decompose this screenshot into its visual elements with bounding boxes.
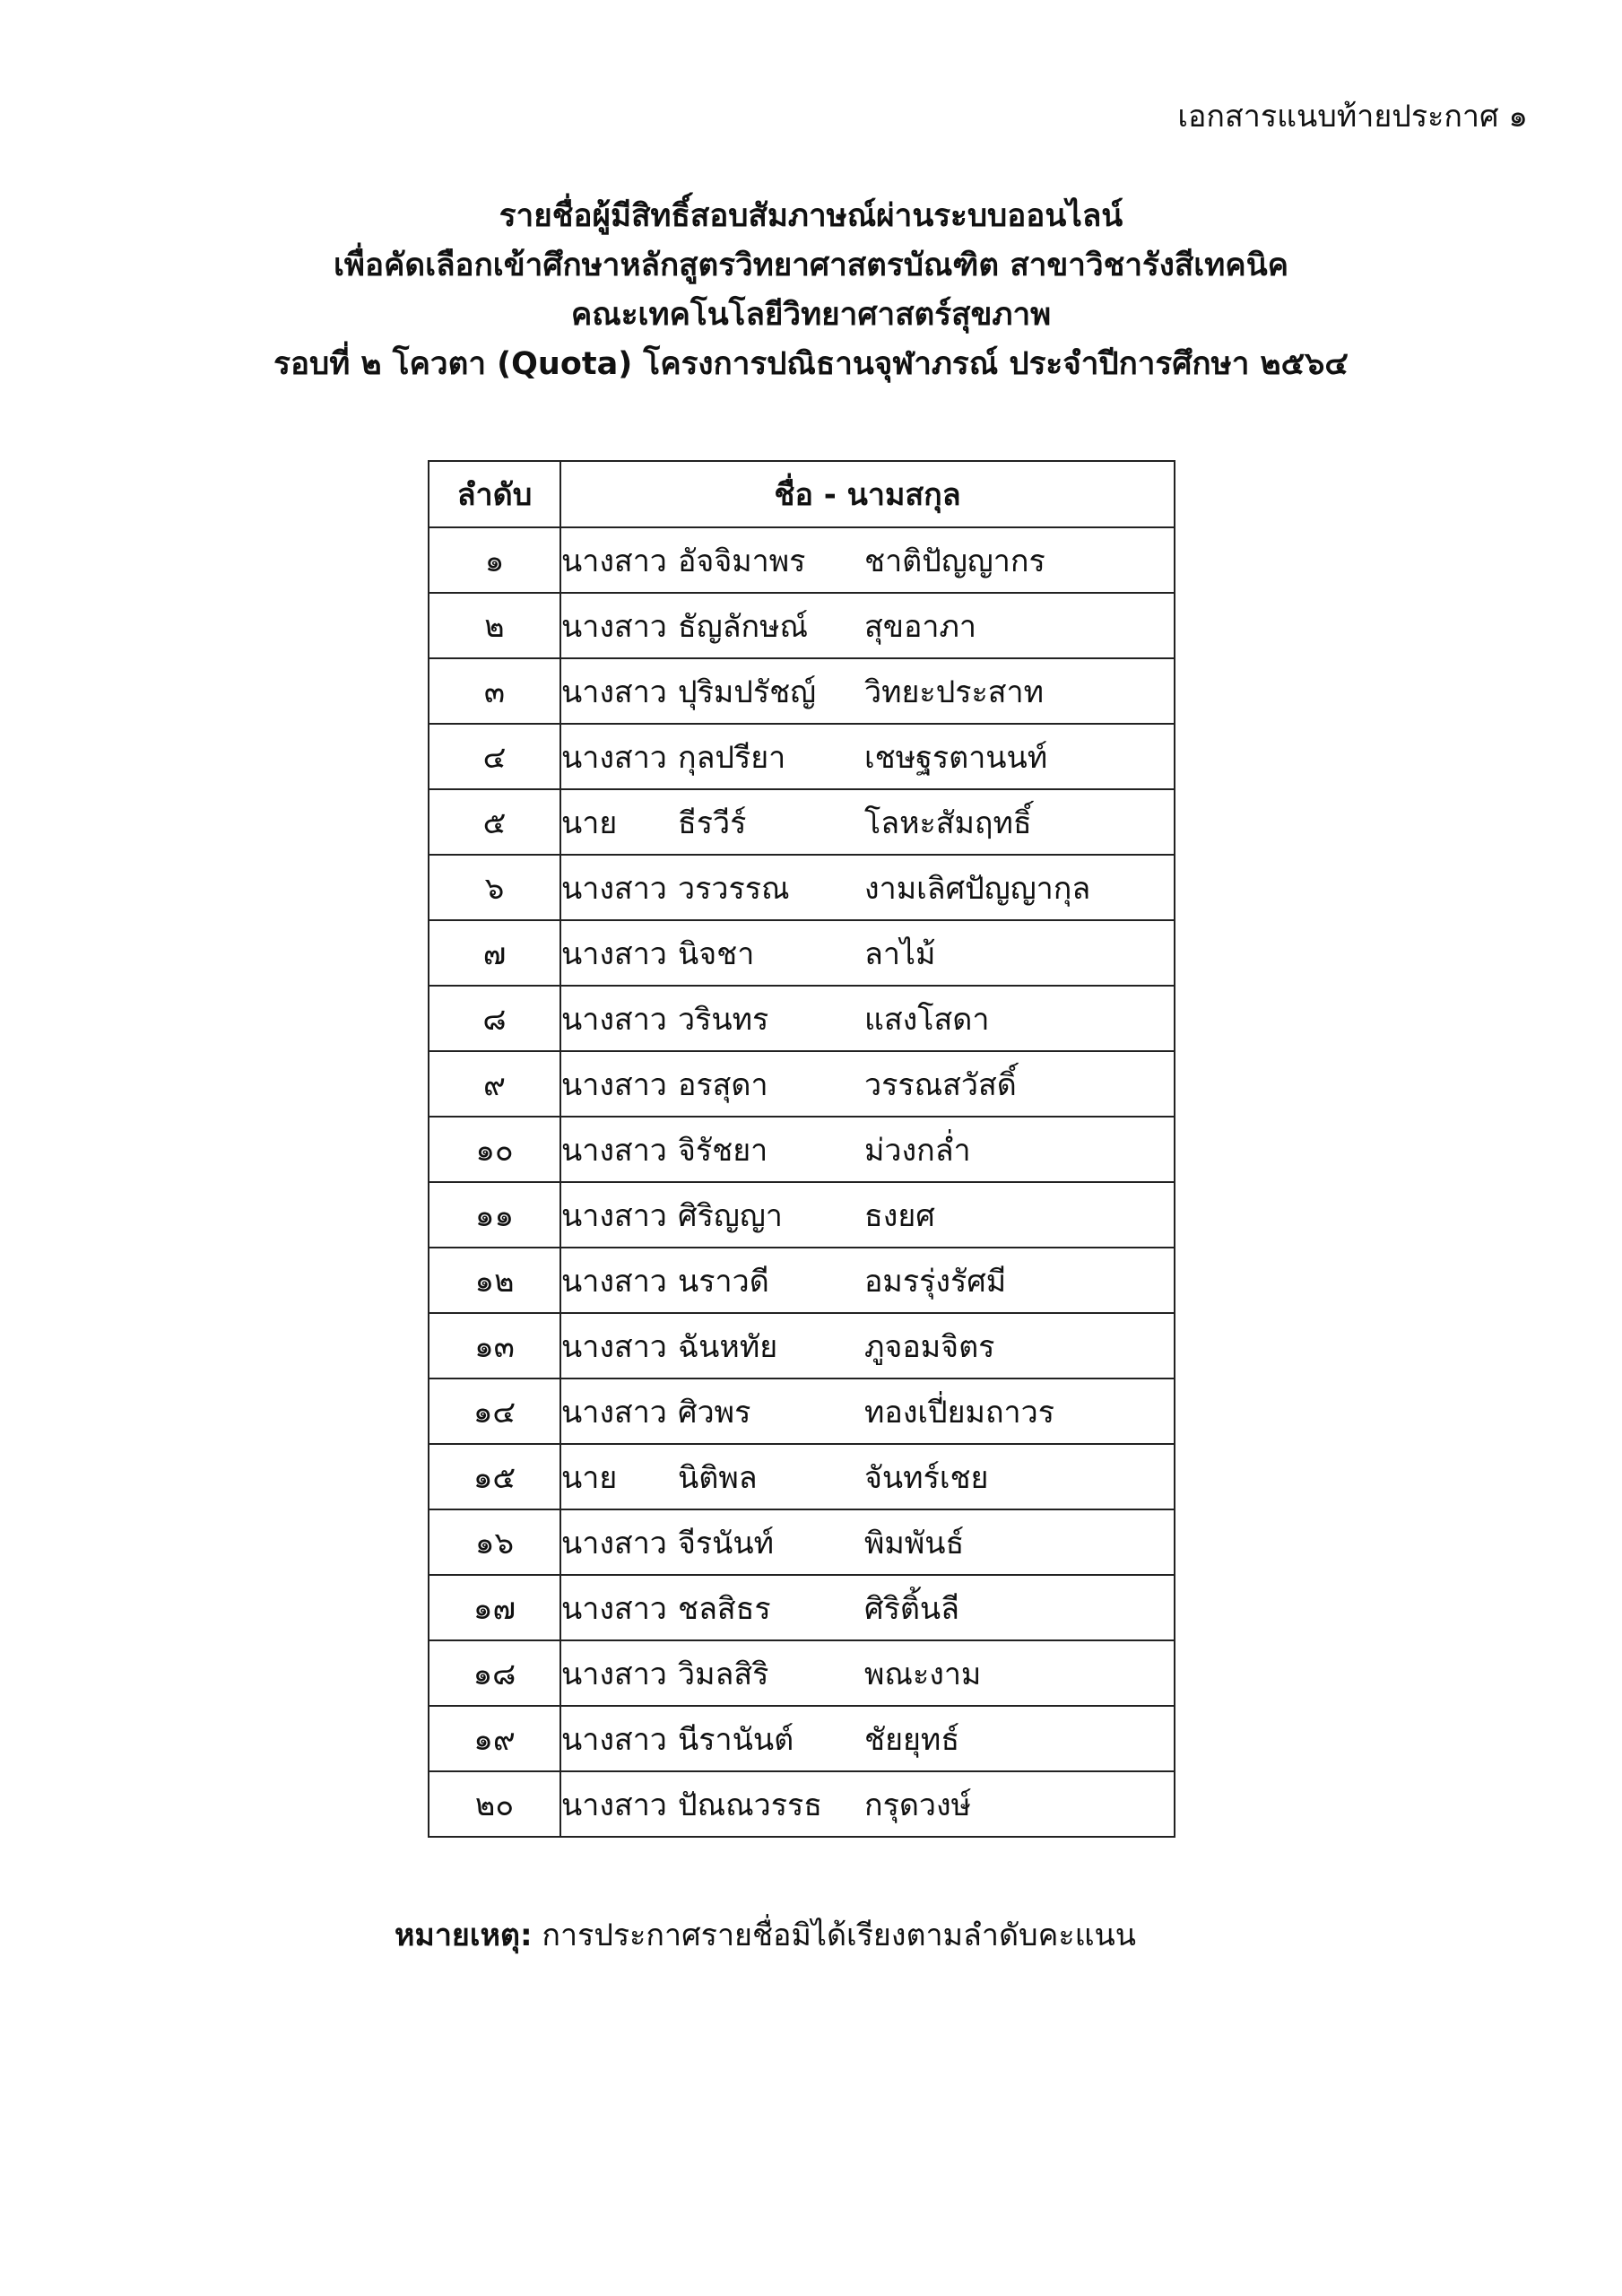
first-name: อรสุดา	[678, 1066, 768, 1103]
candidate-name	[560, 1182, 1175, 1248]
table-row	[429, 1051, 1175, 1117]
name-title: นางสาว	[561, 1656, 667, 1692]
table-row	[429, 1575, 1175, 1640]
name-title: นาย	[561, 1459, 618, 1496]
heading-line-1: รายชื่อผู้มีสิทธิ์สอบสัมภาษณ์ผ่านระบบออนไลน์	[499, 198, 1123, 234]
row-number: ๔	[429, 724, 560, 789]
last-name: ชาติปัญญากร	[864, 543, 1045, 579]
row-number: ๗	[429, 920, 560, 986]
last-name: ม่วงกล่ำ	[864, 1132, 971, 1169]
first-name: ธัญลักษณ์	[678, 608, 809, 645]
row-number: ๑๕	[429, 1444, 560, 1509]
table-row	[429, 1640, 1175, 1706]
table-row	[429, 1706, 1175, 1771]
table-body	[429, 527, 1175, 1837]
row-number: ๑๗	[429, 1575, 560, 1640]
name-title: นางสาว	[561, 674, 667, 710]
first-name: ชลสิธร	[678, 1590, 771, 1627]
row-number: ๓	[429, 658, 560, 724]
row-number: ๑๓	[429, 1313, 560, 1378]
last-name: งามเลิศปัญญากุล	[864, 870, 1091, 907]
name-title: นางสาว	[561, 1197, 667, 1234]
candidate-name	[560, 920, 1175, 986]
first-name: ธีรวีร์	[678, 804, 747, 841]
last-name: ภูจอมจิตร	[864, 1328, 995, 1365]
candidate-name	[560, 1509, 1175, 1575]
name-title: นางสาว	[561, 1132, 667, 1169]
candidate-name	[560, 724, 1175, 789]
candidate-name	[560, 1771, 1175, 1837]
table-row	[429, 920, 1175, 986]
document-heading	[0, 192, 1622, 389]
first-name: นิจชา	[678, 935, 755, 972]
first-name: นิติพล	[678, 1459, 758, 1496]
last-name: กรุดวงษ์	[864, 1787, 972, 1823]
first-name: ปุริมปรัชญ์	[678, 674, 817, 710]
first-name: ฉันหทัย	[678, 1328, 778, 1365]
last-name: อมรรุ่งรัศมี	[864, 1263, 1007, 1300]
row-number: ๑๑	[429, 1182, 560, 1248]
first-name: จิรัชยา	[678, 1132, 768, 1169]
last-name: เชษฐรตานนท์	[864, 739, 1048, 776]
name-title: นางสาว	[561, 1721, 667, 1758]
row-number: ๒	[429, 593, 560, 658]
first-name: ปัณณวรรธ	[678, 1787, 823, 1823]
row-number: ๕	[429, 789, 560, 855]
candidate-name	[560, 1051, 1175, 1117]
name-title: นางสาว	[561, 1066, 667, 1103]
first-name: นราวดี	[678, 1263, 769, 1300]
table-header-row	[429, 461, 1175, 527]
row-number: ๒๐	[429, 1771, 560, 1837]
last-name: ลาไม้	[864, 935, 936, 972]
candidate-name	[560, 1444, 1175, 1509]
name-title: นางสาว	[561, 608, 667, 645]
table-row	[429, 855, 1175, 920]
name-title: นางสาว	[561, 1525, 667, 1561]
remark-text: การประกาศรายชื่อมิได้เรียงตามลำดับคะแนน	[542, 1918, 1137, 1953]
first-name: วิมลสิริ	[678, 1656, 769, 1692]
candidate-name	[560, 658, 1175, 724]
name-title: นาย	[561, 804, 618, 841]
table-row	[429, 1248, 1175, 1313]
row-number: ๑๘	[429, 1640, 560, 1706]
last-name: วิทยะประสาท	[864, 674, 1045, 710]
row-number: ๑	[429, 527, 560, 593]
first-name: ศิวพร	[678, 1394, 751, 1431]
remark-label: หมายเหตุ:	[395, 1918, 533, 1953]
name-title: นางสาว	[561, 1590, 667, 1627]
table-row	[429, 986, 1175, 1051]
row-number: ๑๔	[429, 1378, 560, 1444]
attachment-label: เอกสารแนบท้ายประกาศ ๑	[1177, 99, 1528, 135]
candidate-name	[560, 1378, 1175, 1444]
last-name: แสงโสดา	[864, 1001, 990, 1038]
name-title: นางสาว	[561, 870, 667, 907]
table-row	[429, 1313, 1175, 1378]
candidate-name	[560, 1640, 1175, 1706]
candidate-name	[560, 1117, 1175, 1182]
first-name: กุลปรียา	[678, 739, 786, 776]
first-name: ศิริญญา	[678, 1197, 783, 1234]
table-row	[429, 1378, 1175, 1444]
last-name: สุขอาภา	[864, 608, 977, 645]
row-number: ๙	[429, 1051, 560, 1117]
heading-line-2: เพื่อคัดเลือกเข้าศึกษาหลักสูตรวิทยาศาสตรบัณฑิต สาขาวิชารังสีเทคนิค	[333, 248, 1289, 283]
name-title: นางสาว	[561, 1394, 667, 1431]
table-row	[429, 658, 1175, 724]
name-title: นางสาว	[561, 739, 667, 776]
name-title: นางสาว	[561, 543, 667, 579]
table-row	[429, 1117, 1175, 1182]
name-title: นางสาว	[561, 1328, 667, 1365]
candidate-name	[560, 527, 1175, 593]
last-name: โลหะสัมฤทธิ์	[864, 804, 1032, 841]
candidate-name	[560, 789, 1175, 855]
candidate-table	[428, 460, 1175, 1838]
last-name: พิมพันธ์	[864, 1525, 965, 1561]
candidate-name	[560, 986, 1175, 1051]
name-title: นางสาว	[561, 935, 667, 972]
heading-line-4: รอบที่ ๒ โควตา (Quota) โครงการปณิธานจุฬาภรณ์ ประจำปีการศึกษา ๒๕๖๔	[273, 346, 1349, 382]
candidate-name	[560, 1575, 1175, 1640]
candidate-name	[560, 1706, 1175, 1771]
first-name: นีรานันต์	[678, 1721, 794, 1758]
last-name: จันทร์เชย	[864, 1459, 989, 1496]
column-header-name: ชื่อ - นามสกุล	[560, 461, 1175, 527]
first-name: จีรนันท์	[678, 1525, 775, 1561]
remark	[395, 1916, 1136, 1955]
row-number: ๘	[429, 986, 560, 1051]
candidate-name	[560, 855, 1175, 920]
column-header-order: ลำดับ	[429, 461, 560, 527]
table-row	[429, 1771, 1175, 1837]
table-row	[429, 1182, 1175, 1248]
row-number: ๑๙	[429, 1706, 560, 1771]
table-row	[429, 527, 1175, 593]
last-name: วรรณสวัสดิ์	[864, 1066, 1017, 1103]
name-title: นางสาว	[561, 1001, 667, 1038]
name-title: นางสาว	[561, 1787, 667, 1823]
table-row	[429, 1444, 1175, 1509]
last-name: พณะงาม	[864, 1656, 982, 1692]
name-title: นางสาว	[561, 1263, 667, 1300]
table-row	[429, 593, 1175, 658]
table-row	[429, 1509, 1175, 1575]
first-name: วรวรรณ	[678, 870, 790, 907]
last-name: ธงยศ	[864, 1197, 935, 1234]
candidate-name	[560, 593, 1175, 658]
last-name: ชัยยุทธ์	[864, 1721, 960, 1758]
row-number: ๑๐	[429, 1117, 560, 1182]
last-name: ทองเปี่ยมถาวร	[864, 1394, 1055, 1431]
row-number: ๑๖	[429, 1509, 560, 1575]
first-name: อัจจิมาพร	[678, 543, 806, 579]
last-name: ศิริติ้นลี	[864, 1590, 960, 1627]
candidate-name	[560, 1248, 1175, 1313]
heading-line-3: คณะเทคโนโลยีวิทยาศาสตร์สุขภาพ	[570, 297, 1052, 333]
table-row	[429, 789, 1175, 855]
candidate-name	[560, 1313, 1175, 1378]
first-name: วรินทร	[678, 1001, 769, 1038]
row-number: ๑๒	[429, 1248, 560, 1313]
row-number: ๖	[429, 855, 560, 920]
table-row	[429, 724, 1175, 789]
